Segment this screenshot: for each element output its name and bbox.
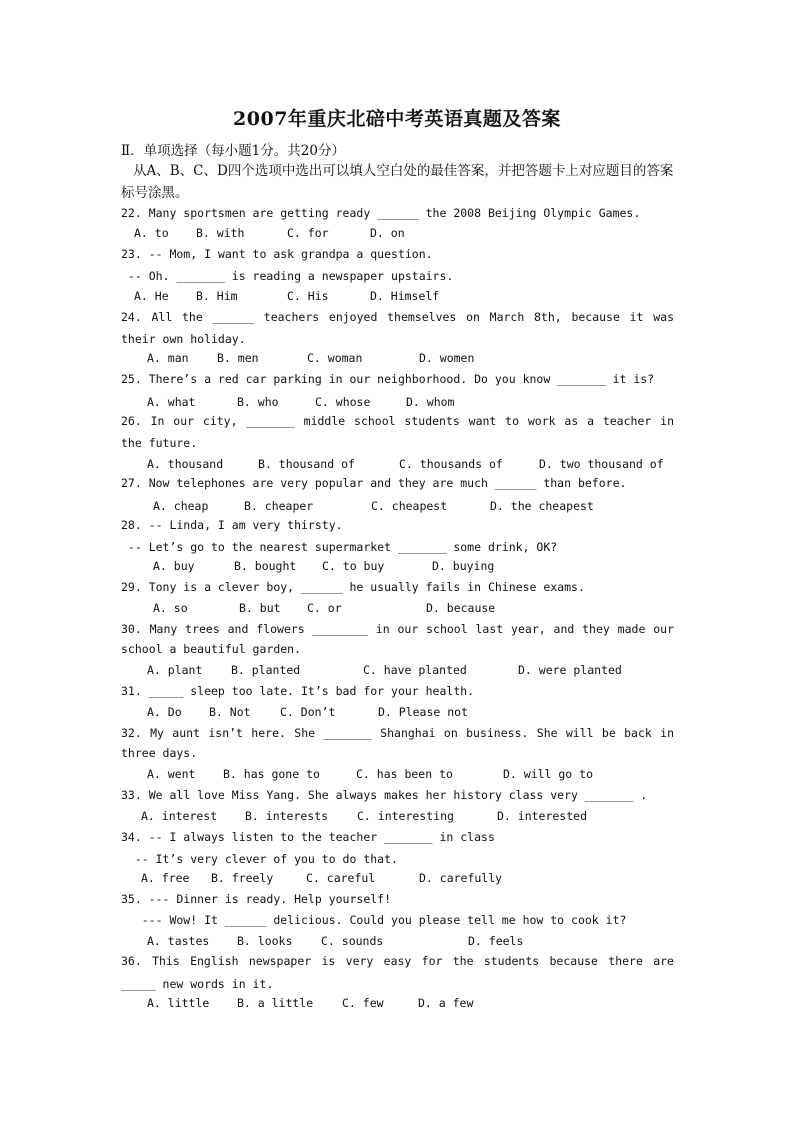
answer-option: B. freely: [211, 871, 274, 885]
answer-option: D. the cheapest: [490, 499, 594, 513]
question-32-text-line: three days.: [121, 746, 198, 760]
answer-option: A. what: [147, 395, 196, 409]
question-26-text-line: 26. In our city, _______ middle school students want to work as a teacher in: [121, 414, 674, 428]
answer-option: C. have planted: [363, 663, 467, 677]
question-31-text-line: 31. _____ sleep too late. It’s bad for your health.: [121, 684, 475, 698]
answer-option: A. interest: [141, 809, 218, 823]
answer-option: A. to: [134, 226, 169, 240]
answer-option: C. sounds: [321, 934, 384, 948]
answer-option: C. Don’t: [280, 705, 336, 719]
question-35-text-line: --- Wow! It ______ delicious. Could you please tell me how to cook it?: [121, 913, 627, 927]
answer-option: D. on: [370, 226, 405, 240]
answer-option: A. cheap: [153, 499, 209, 513]
answer-option: C. His: [287, 289, 329, 303]
answer-option: C. interesting: [357, 809, 454, 823]
answer-option: D. interested: [497, 809, 588, 823]
answer-option: B. interests: [245, 809, 329, 823]
answer-option: C. cheapest: [371, 499, 448, 513]
answer-option: C. to buy: [322, 559, 385, 573]
answer-option: A. free: [141, 871, 190, 885]
answer-option: D. Himself: [370, 289, 440, 303]
answer-option: A. tastes: [147, 934, 210, 948]
question-34-text-line: -- It’s very clever of you to do that.: [121, 852, 398, 866]
question-35-text-line: 35. --- Dinner is ready. Help yourself!: [121, 892, 392, 906]
answer-option: D. will go to: [503, 767, 594, 781]
answer-option: A. Do: [147, 705, 182, 719]
question-32-text-line: 32. My aunt isn’t here. She _______ Shanghai on business. She will be back in: [121, 726, 674, 740]
question-24-text-line: their own holiday.: [121, 332, 246, 346]
answer-option: D. buying: [432, 559, 495, 573]
answer-option: B. thousand of: [258, 457, 355, 471]
question-36-text-line: 36. This English newspaper is very easy for the students because there are: [121, 954, 674, 968]
answer-option: D. were planted: [518, 663, 622, 677]
answer-option: C. few: [342, 996, 384, 1010]
answer-option: C. or: [307, 601, 342, 615]
page-title: 2007年重庆北碚中考英语真题及答案: [233, 108, 561, 130]
answer-option: C. has been to: [356, 767, 453, 781]
answer-option: C. for: [287, 226, 329, 240]
question-25-text-line: 25. There’s a red car parking in our neighborhood. Do you know _______ it is?: [121, 372, 655, 386]
answer-option: C. whose: [315, 395, 371, 409]
answer-option: A. thousand: [147, 457, 224, 471]
question-26-text-line: the future.: [121, 436, 198, 450]
answer-option: D. Please not: [378, 705, 469, 719]
answer-option: B. planted: [231, 663, 301, 677]
question-23-text-line: -- Oh. _______ is reading a newspaper upstairs.: [121, 269, 454, 283]
answer-option: D. carefully: [419, 871, 503, 885]
question-24-text-line: 24. All the ______ teachers enjoyed themselves on March 8th, because it was: [121, 310, 674, 324]
answer-option: A. went: [147, 767, 196, 781]
answer-option: B. Him: [196, 289, 238, 303]
answer-option: D. two thousand of: [539, 457, 664, 471]
answer-option: D. because: [426, 601, 496, 615]
answer-option: B. has gone to: [223, 767, 320, 781]
question-28-text-line: 28. -- Linda, I am very thirsty.: [121, 518, 343, 532]
answer-option: A. so: [153, 601, 188, 615]
question-23-text-line: 23. -- Mom, I want to ask grandpa a question.: [121, 247, 433, 261]
answer-option: B. looks: [237, 934, 293, 948]
answer-option: B. a little: [237, 996, 314, 1010]
answer-option: A. little: [147, 996, 210, 1010]
question-27-text-line: 27. Now telephones are very popular and they are much ______ than before.: [121, 476, 627, 490]
answer-option: A. buy: [153, 559, 195, 573]
question-36-text-line: _____ new words in it.: [121, 977, 274, 991]
section-heading: Ⅱ．单项选择（每小题1分。共20分）: [121, 143, 345, 159]
answer-option: B. men: [217, 351, 259, 365]
question-33-text-line: 33. We all love Miss Yang. She always makes her history class very _______ .: [121, 788, 648, 802]
answer-option: B. but: [239, 601, 281, 615]
answer-option: D. feels: [468, 934, 524, 948]
answer-option: B. Not: [209, 705, 251, 719]
answer-option: C. thousands of: [399, 457, 503, 471]
question-30-text-line: 30. Many trees and flowers ________ in our school last year, and they made our: [121, 622, 674, 636]
instructions: 从A、B、C、D四个选项中选出可以填人空白处的最佳答案，并把答题卡上对应题目的答案标号涂黑。: [121, 163, 674, 201]
answer-option: A. plant: [147, 663, 203, 677]
answer-option: B. cheaper: [244, 499, 314, 513]
answer-option: B. who: [237, 395, 279, 409]
answer-option: C. woman: [307, 351, 363, 365]
answer-option: D. women: [419, 351, 475, 365]
answer-option: D. a few: [418, 996, 474, 1010]
question-22-text-line: 22. Many sportsmen are getting ready ______ the 2008 Beijing Olympic Games.: [121, 206, 641, 220]
question-30-text-line: school a beautiful garden.: [121, 642, 302, 656]
answer-option: B. bought: [234, 559, 297, 573]
answer-option: A. man: [147, 351, 189, 365]
question-29-text-line: 29. Tony is a clever boy, ______ he usually fails in Chinese exams.: [121, 580, 585, 594]
answer-option: A. He: [134, 289, 169, 303]
answer-option: C. careful: [306, 871, 376, 885]
answer-option: B. with: [196, 226, 245, 240]
question-34-text-line: 34. -- I always listen to the teacher _______ in class: [121, 830, 495, 844]
answer-option: D. whom: [406, 395, 455, 409]
question-28-text-line: -- Let’s go to the nearest supermarket _______ some drink, OK?: [121, 540, 558, 554]
